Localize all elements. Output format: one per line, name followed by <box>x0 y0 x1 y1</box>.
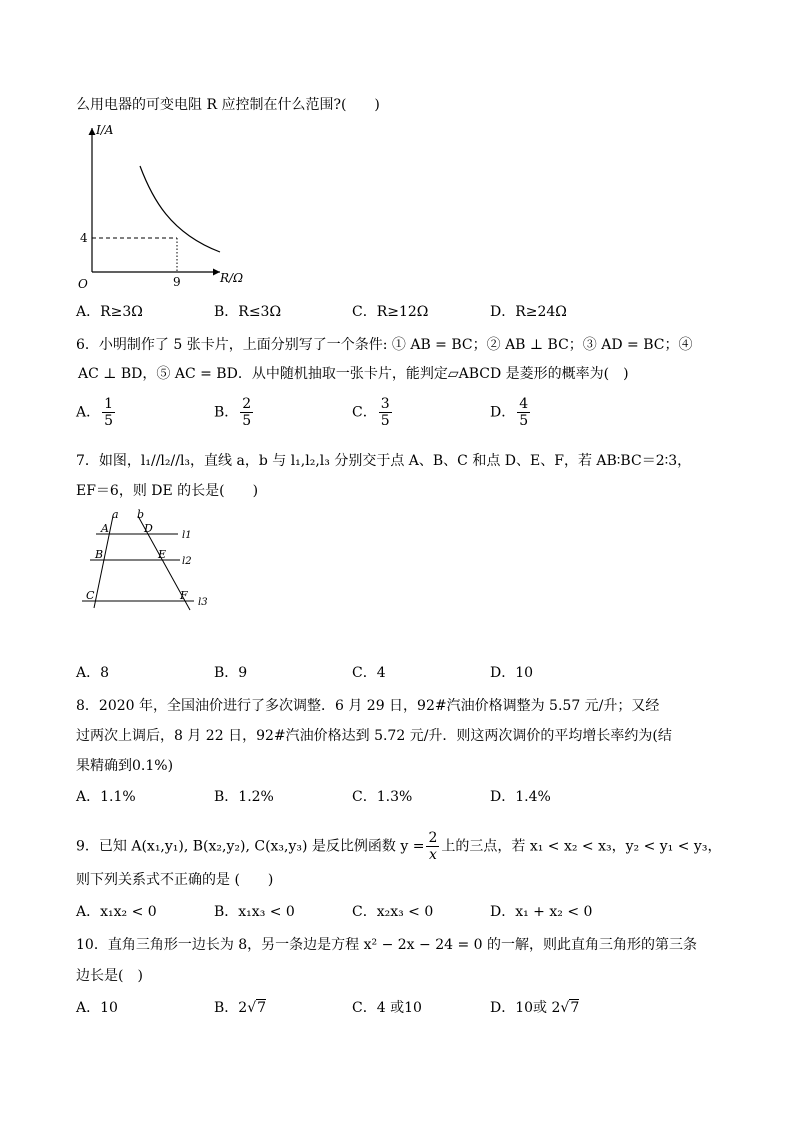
q7-option-b: B．9 <box>214 665 248 681</box>
q9-option-a: A．x₁x₂ < 0 <box>76 904 157 920</box>
label-l1: l1 <box>182 530 192 541</box>
curve <box>140 166 220 252</box>
q9-line1: 9．已知 A(x₁,y₁), B(x₂,y₂), C(x₃,y₃) 是反比例函数 y = $\frac{2}{x}$ 上的三点，若 x₁ < x₂ < x₃，y₂ < y₁ < y₃， <box>76 830 722 863</box>
label-a: a <box>112 508 119 521</box>
label-b: b <box>137 508 145 521</box>
y-axis-label: I/A <box>96 123 114 137</box>
q8-line1: 8．2020 年，全国油价进行了多次调整．6 月 29 日，92#汽油价格调整为 5.57 元/升；又经 <box>76 698 660 714</box>
label-B: B <box>95 548 104 561</box>
q5-stem: 么用电器的可变电阻 R 应控制在什么范围?( ) <box>76 97 380 113</box>
q6-option-b: B． $\frac{2}{5}$ <box>214 396 252 429</box>
q8-line2: 过两次上调后，8 月 22 日，92#汽油价格达到 5.72 元/升．则这两次调价的平均增长率约为(结 <box>76 728 672 744</box>
q5-option-d: D．R≥24Ω <box>490 304 567 320</box>
label-l2: l2 <box>182 556 192 567</box>
label-E: E <box>158 548 167 561</box>
label-l3: l3 <box>198 597 208 608</box>
q10-option-d: D．10或 2√7 <box>490 1000 580 1016</box>
q9-option-c: C．x₂x₃ < 0 <box>352 904 434 920</box>
q6-line2: AC ⊥ BD，⑤ AC = BD．从中随机抽取一张卡片，能判定▱ABCD 是菱形的概率为( ) <box>78 366 629 382</box>
q10-line2: 边长是( ) <box>76 968 143 984</box>
q7-option-d: D．10 <box>490 665 534 681</box>
q7-option-a: A．8 <box>76 665 110 681</box>
origin-label: O <box>78 277 88 291</box>
q9-option-d: D．x₁ + x₂ < 0 <box>490 904 593 920</box>
y-tick-label: 4 <box>80 231 88 245</box>
label-C: C <box>86 589 95 602</box>
q6-line1: 6．小明制作了 5 张卡片，上面分别写了一个条件: ① AB = BC；② AB ⊥ BC；③ AD = BC；④ <box>76 337 693 353</box>
q5-option-a: A．R≥3Ω <box>76 304 143 320</box>
q7-line1: 7．如图，l₁//l₂//l₃，直线 a，b 与 l₁,l₂,l₃ 分别交于点 A、B、C 和点 D、E、F，若 AB∶BC＝2∶3， <box>76 453 692 469</box>
label-D: D <box>144 522 153 535</box>
q5-graph <box>70 118 260 298</box>
q5-option-c: C．R≥12Ω <box>352 304 429 320</box>
q9-option-b: B．x₁x₃ < 0 <box>214 904 295 920</box>
q6-option-c: C． $\frac{3}{5}$ <box>352 396 390 429</box>
q10-option-c: C．4 或10 <box>352 1000 422 1016</box>
x-tick-label: 9 <box>173 275 181 289</box>
q9-line2: 则下列关系式不正确的是 ( ) <box>76 872 274 888</box>
q6-option-d: D． $\frac{4}{5}$ <box>490 396 529 429</box>
q10-option-a: A．10 <box>76 1000 118 1016</box>
q6-option-a: A． $\frac{1}{5}$ <box>76 396 114 429</box>
q10-line1: 10．直角三角形一边长为 8，另一条边是方程 x² − 2x − 24 = 0 的一解，则此直角三角形的第三条 <box>76 937 697 953</box>
q10-option-b: B．2√7 <box>214 1000 267 1016</box>
label-F: F <box>180 589 188 602</box>
q5-option-b: B．R≤3Ω <box>214 304 282 320</box>
q8-line3: 果精确到0.1%) <box>76 758 174 774</box>
q7-figure <box>78 508 218 612</box>
label-A: A <box>101 522 109 535</box>
q8-option-c: C．1.3% <box>352 789 413 805</box>
q7-line2: EF＝6，则 DE 的长是( ) <box>76 483 259 499</box>
q8-option-a: A．1.1% <box>76 789 136 805</box>
q7-option-c: C．4 <box>352 665 386 681</box>
q8-option-b: B．1.2% <box>214 789 274 805</box>
x-axis-label: R/Ω <box>220 271 244 285</box>
q8-option-d: D．1.4% <box>490 789 551 805</box>
